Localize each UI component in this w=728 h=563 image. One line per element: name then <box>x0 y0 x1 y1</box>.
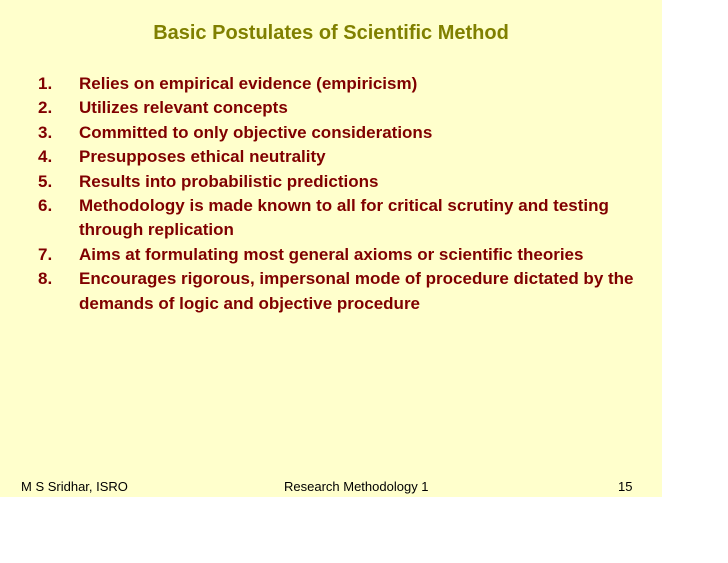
list-item <box>38 243 648 267</box>
item-number: 1. <box>38 74 53 93</box>
item-text: Encourages rigorous, impersonal mode of procedure dictated by the demands of logic and objective procedure <box>79 269 634 313</box>
item-number: 3. <box>38 122 53 142</box>
list-item <box>38 96 648 120</box>
item-text: Relies on empirical evidence (empiricism) <box>79 74 418 93</box>
item-text: Methodology is made known to all for critical scrutiny and testing through replication <box>79 196 609 240</box>
postulates-list <box>38 72 648 316</box>
list-item <box>38 145 648 169</box>
item-number: 4. <box>38 147 53 167</box>
list-item <box>38 72 648 96</box>
item-number: 2. <box>38 98 53 118</box>
footer-course: Research Methodology 1 <box>284 479 429 494</box>
item-text: Aims at formulating most general axioms or scientific theories <box>79 244 584 264</box>
item-text: Utilizes relevant concepts <box>79 98 288 118</box>
item-number: 6. <box>38 196 53 216</box>
list-item <box>38 170 648 194</box>
list-item <box>38 194 648 243</box>
list-item <box>38 121 648 145</box>
slide-title: Basic Postulates of Scientific Method <box>153 22 509 44</box>
footer-page-number: 15 <box>618 479 633 494</box>
item-text: Committed to only objective considerations <box>79 122 433 142</box>
item-text: Presupposes ethical neutrality <box>79 147 326 167</box>
item-number: 8. <box>38 269 53 289</box>
item-text: Results into probabilistic predictions <box>79 171 379 191</box>
list-item <box>38 267 648 316</box>
item-number: 7. <box>38 244 53 264</box>
footer-author: M S Sridhar, ISRO <box>21 479 128 494</box>
item-number: 5. <box>38 171 53 191</box>
